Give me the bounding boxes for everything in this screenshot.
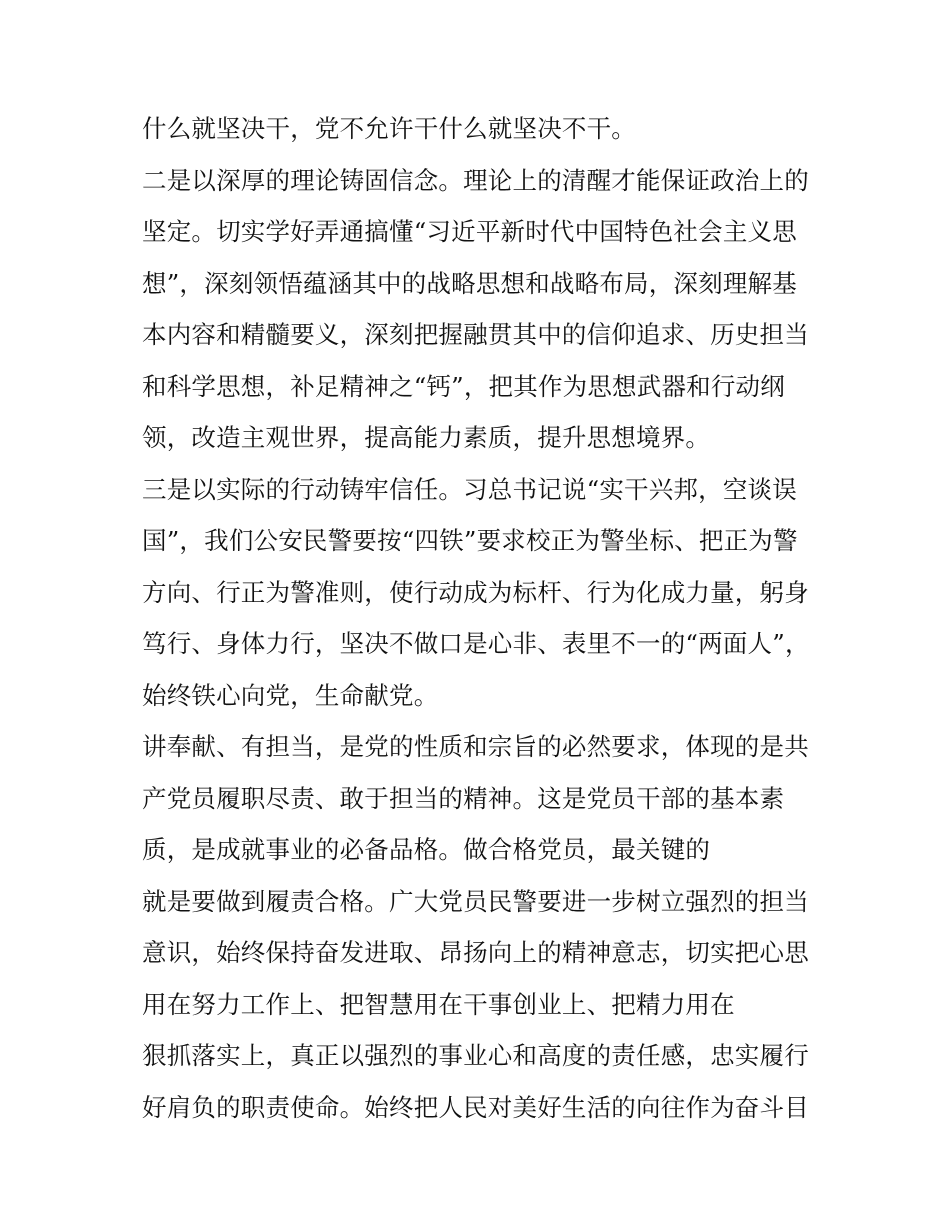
text-line: 想”，深刻领悟蕴涵其中的战略思想和战略布局，深刻理解基 — [142, 268, 797, 298]
text-line: 二是以深厚的理论铸固信念。理论上的清醒才能保证政治上的 — [142, 165, 809, 195]
text-line: 国”，我们公安民警要按“四铁”要求校正为警坐标、把正为警 — [142, 526, 798, 555]
text-line: 狠抓落实上，真正以强烈的事业心和高度的责任感，忠实履行 — [142, 1041, 809, 1070]
text-line: 本内容和精髓要义，深刻把握融贯其中的信仰追求、历史担当 — [142, 320, 809, 349]
text-line: 产党员履职尽责、敢于担当的精神。这是党员干部的基本素 — [142, 783, 785, 813]
text-line: 意识，始终保持奋发进取、昂扬向上的精神意志，切实把心思 — [142, 938, 809, 967]
text-line: 笃行、身体力行，坚决不做口是心非、表里不一的“两面人”， — [142, 629, 810, 658]
text-line: 和科学思想，补足精神之“钙”，把其作为思想武器和行动纲 — [142, 371, 785, 401]
text-line: 始终铁心向党，生命献党。 — [142, 680, 439, 710]
text-line: 质，是成就事业的必备品格。做合格党员，最关键的 — [142, 835, 711, 864]
text-line: 方向、行正为警准则，使行动成为标杆、行为化成力量，躬身 — [142, 577, 809, 607]
text-line: 三是以实际的行动铸牢信任。习总书记说“实干兴邦，空谈误 — [142, 474, 797, 504]
text-line: 领，改造主观世界，提高能力素质，提升思想境界。 — [142, 423, 711, 452]
text-line: 好肩负的职责使命。始终把人民对美好生活的向往作为奋斗目 — [142, 1092, 809, 1122]
text-line: 什么就坚决干，党不允许干什么就坚决不干。 — [142, 114, 636, 143]
document-body — [142, 103, 822, 1133]
text-line: 坚定。切实学好弄通搞懂“习近平新时代中国特色社会主义思 — [142, 217, 797, 246]
text-line: 就是要做到履责合格。广大党员民警要进一步树立强烈的担当 — [142, 886, 809, 916]
text-line: 讲奉献、有担当，是党的性质和宗旨的必然要求，体现的是共 — [142, 732, 809, 761]
text-line: 用在努力工作上、把智慧用在干事创业上、把精力用在 — [142, 989, 735, 1019]
